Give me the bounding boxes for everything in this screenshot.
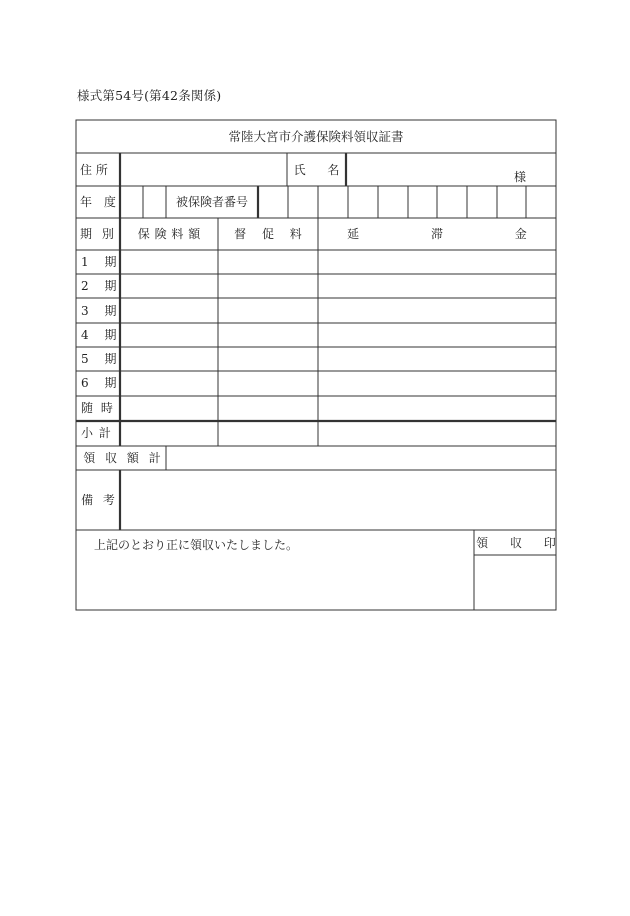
total-received-label: 領 収 額 計 bbox=[83, 451, 161, 465]
form-number-label: 様式第54号(第42条関係) bbox=[77, 88, 222, 103]
period-row-label: 6 期 bbox=[81, 376, 117, 390]
receipt-seal-label: 領 収 印 bbox=[476, 536, 556, 550]
form-title: 常陸大宮市介護保険料領収証書 bbox=[228, 128, 404, 144]
address-label: 住 所 bbox=[80, 163, 108, 177]
premium-header: 保 険 料 額 bbox=[137, 227, 201, 241]
name-label: 氏 名 bbox=[293, 163, 340, 177]
receipt-statement: 上記のとおり正に領収いたしました。 bbox=[94, 538, 299, 552]
honorific-label: 様 bbox=[514, 170, 527, 184]
year-label: 年 度 bbox=[80, 195, 116, 209]
period-header: 期 別 bbox=[80, 227, 114, 241]
insured-number-label: 被保険者番号 bbox=[175, 195, 248, 209]
period-row-label: 2 期 bbox=[81, 279, 117, 293]
late-fee-header: 延 滞 金 bbox=[347, 227, 527, 241]
period-row-label: 5 期 bbox=[81, 352, 117, 366]
subtotal-label: 小 計 bbox=[81, 426, 111, 440]
period-row-label: 随 時 bbox=[81, 401, 113, 415]
period-row-label: 1 期 bbox=[81, 255, 117, 269]
period-row-label: 3 期 bbox=[81, 304, 117, 318]
reminder-fee-header: 督 促 料 bbox=[234, 227, 302, 241]
period-row-label: 4 期 bbox=[81, 328, 117, 342]
remarks-label: 備 考 bbox=[81, 493, 115, 507]
